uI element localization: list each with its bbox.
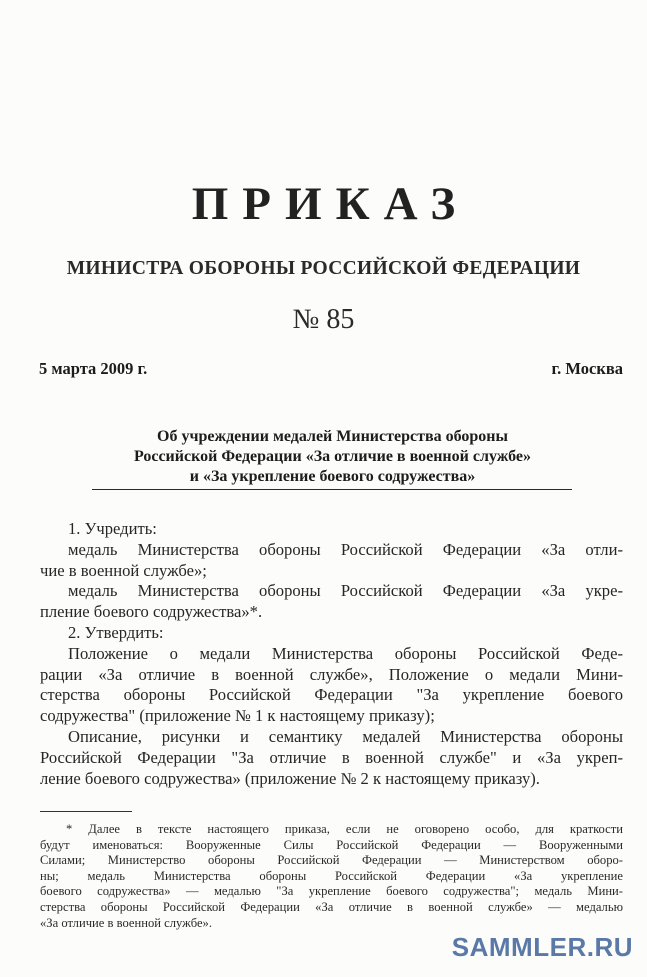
order-number: № 85 [292, 304, 355, 335]
body-line: пление боевого содружества»*. [40, 602, 263, 622]
footnote-line: ны; медаль Министерства обороны Российской Федерации «За укрепление [40, 868, 623, 883]
order-body [40, 519, 623, 789]
order-place: г. Москва [551, 359, 623, 378]
body-line: стерства обороны Российской Федерации "За укрепление боевого [40, 685, 623, 705]
footnote-line: будут именоваться: Вооруженные Силы Российской Федерации — Вооруженными [40, 837, 623, 852]
footnote-line: Силами; Министерство обороны Российской Федерации — Министерством оборо- [40, 853, 623, 868]
footnote [40, 822, 623, 931]
heading-underline [92, 489, 572, 490]
body-line: 2. Утвердить: [68, 622, 164, 642]
body-line: Положение о медали Министерства обороны Российской Феде- [68, 643, 623, 663]
footnote-line: боевого содружества» — медалью "За укрепление боевого содружества"; медаль Мини- [40, 884, 623, 899]
footnote-separator [40, 811, 132, 812]
footnote-line: «За отличие в военной службе». [40, 915, 212, 930]
body-line: чие в военной службе»; [40, 560, 207, 580]
body-line: ление боевого содружества» (приложение № 2 к настоящему приказу). [40, 768, 540, 788]
document-title: ПРИКАЗ [191, 178, 470, 230]
document-subtitle: МИНИСТРА ОБОРОНЫ РОССИЙСКОЙ ФЕДЕРАЦИИ [66, 258, 581, 279]
footnote-line: стерства обороны Российской Федерации «За отличие в военной службе» — медалью [40, 899, 623, 914]
body-line: медаль Министерства обороны Российской Федерации «За укре- [68, 581, 623, 601]
body-line: содружества" (приложение № 1 к настоящему приказу); [40, 706, 435, 726]
site-watermark: SAMMLER.RU [451, 932, 633, 962]
body-line: медаль Министерства обороны Российской Федерации «За отли- [68, 539, 623, 559]
order-date: 5 марта 2009 г. [39, 359, 148, 378]
heading-line: Российской Федерации «За отличие в военной службе» [133, 448, 532, 465]
body-line: Российской Федерации "За отличие в военной службе" и «За укреп- [40, 747, 623, 767]
body-line: Описание, рисунки и семантику медалей Министерства обороны [68, 726, 623, 746]
footnote-line: * Далее в тексте настоящего приказа, если не оговорено особо, для краткости [66, 822, 623, 836]
heading-line: Об учреждении медалей Министерства обороны [157, 428, 508, 445]
body-line: рации «За отличие в военной службе», Положение о медали Мини- [40, 664, 623, 684]
heading-line: и «За укрепление боевого содружества» [189, 468, 476, 485]
body-line: 1. Учредить: [68, 519, 157, 538]
order-heading [60, 427, 605, 487]
